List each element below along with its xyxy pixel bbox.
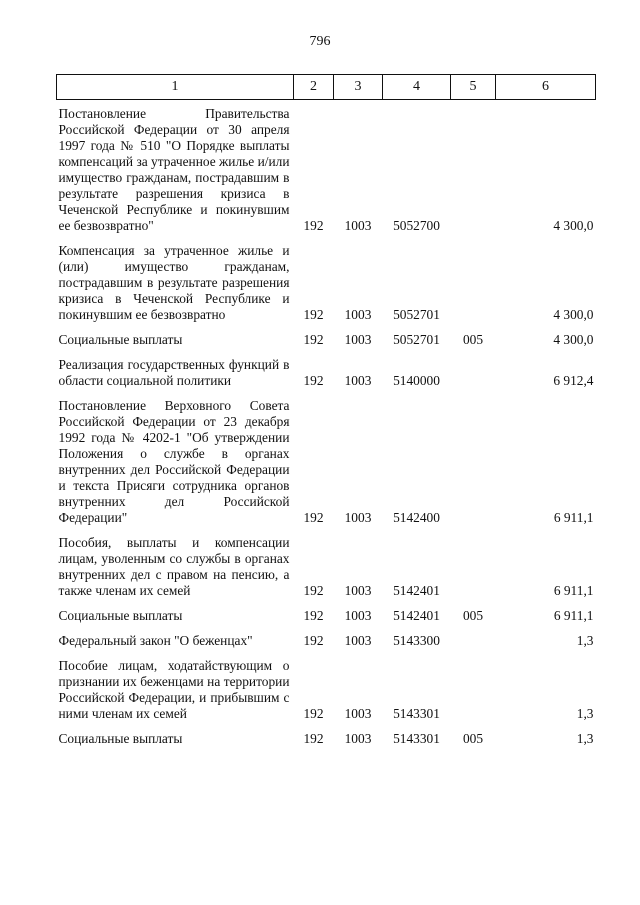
cell-col3: 1003 <box>344 608 372 623</box>
row-name: Компенсация за утраченное жилье и (или) имущество гражданам, пострадавшим в результате разрешения кризиса в Чеченской Республике и покинувшим ее безвозвратно <box>58 243 290 322</box>
table-row <box>57 389 596 526</box>
cell-col6: 6 911,1 <box>553 583 594 598</box>
cell-col5 <box>451 389 496 526</box>
cell-col2: 192 <box>303 307 324 322</box>
column-header: 6 <box>496 75 596 100</box>
row-name: Федеральный закон "О беженцах" <box>58 633 253 648</box>
table-row <box>57 323 596 348</box>
cell-col4: 5052701 <box>393 307 440 322</box>
row-name: Пособие лицам, ходатайствующим о признании их беженцами на территории Российской Федерации, и прибывшим с ними членам их семей <box>58 658 290 721</box>
table-row <box>57 526 596 599</box>
cell-col4: 5052701 <box>393 332 440 347</box>
table-row <box>57 234 596 323</box>
cell-col5 <box>451 526 496 599</box>
column-header: 2 <box>294 75 334 100</box>
cell-col4: 5052700 <box>393 218 440 233</box>
table-row <box>57 649 596 722</box>
cell-col2: 192 <box>303 332 324 347</box>
row-name: Социальные выплаты <box>58 608 183 623</box>
cell-col6: 4 300,0 <box>553 332 594 347</box>
cell-col3: 1003 <box>344 307 372 322</box>
row-name: Постановление Правительства Российской Федерации от 30 апреля 1997 года № 510 "О Порядке выплаты компенсаций за утраченное жилье и/или имущество гражданам, пострадавшим в результате разрешения кризиса в Чеченской Республике и покинувшим ее безвозвратно" <box>58 106 290 233</box>
cell-col3: 1003 <box>344 332 372 347</box>
cell-col2: 192 <box>303 633 324 648</box>
cell-col4: 5142401 <box>393 583 440 598</box>
row-name: Пособия, выплаты и компенсации лицам, уволенным со службы в органах внутренних дел с правом на пенсию, а также членам их семей <box>58 535 290 598</box>
cell-col5: 005 <box>462 332 484 347</box>
table-row <box>57 624 596 649</box>
cell-col4: 5142401 <box>393 608 440 623</box>
cell-col4: 5143301 <box>393 731 440 746</box>
cell-col5 <box>451 624 496 649</box>
cell-col5: 005 <box>462 731 484 746</box>
cell-col5 <box>451 100 496 235</box>
table-row <box>57 348 596 389</box>
table-row <box>57 599 596 624</box>
cell-col3: 1003 <box>344 633 372 648</box>
cell-col4: 5140000 <box>393 373 440 388</box>
cell-col3: 1003 <box>344 218 372 233</box>
cell-col6: 6 911,1 <box>553 510 594 525</box>
column-header: 1 <box>57 75 294 100</box>
cell-col2: 192 <box>303 583 324 598</box>
row-name: Социальные выплаты <box>58 332 183 347</box>
column-header: 5 <box>451 75 496 100</box>
table-header-row <box>57 75 596 100</box>
page-number: 796 <box>309 34 331 49</box>
cell-col2: 192 <box>303 706 324 721</box>
table-row <box>57 722 596 747</box>
cell-col5 <box>451 348 496 389</box>
cell-col5: 005 <box>462 608 484 623</box>
cell-col3: 1003 <box>344 731 372 746</box>
cell-col4: 5143300 <box>393 633 440 648</box>
cell-col6: 6 911,1 <box>553 608 594 623</box>
cell-col3: 1003 <box>344 583 372 598</box>
cell-col6: 4 300,0 <box>553 307 594 322</box>
cell-col2: 192 <box>303 608 324 623</box>
row-name: Постановление Верховного Совета Российской Федерации от 23 декабря 1992 года № 4202-1 "Об утверждении Положения о службе в органах внутренних дел Российской Федерации и текста Присяги сотрудника органов внутренних дел Российской Федерации" <box>58 398 290 525</box>
cell-col6: 1,3 <box>576 731 594 746</box>
row-name: Социальные выплаты <box>58 731 183 746</box>
cell-col2: 192 <box>303 373 324 388</box>
cell-col4: 5142400 <box>393 510 440 525</box>
cell-col6: 4 300,0 <box>553 218 594 233</box>
cell-col2: 192 <box>303 731 324 746</box>
cell-col4: 5143301 <box>393 706 440 721</box>
cell-col5 <box>451 234 496 323</box>
cell-col5 <box>451 649 496 722</box>
cell-col2: 192 <box>303 218 324 233</box>
cell-col6: 1,3 <box>576 633 594 648</box>
row-name: Реализация государственных функций в области социальной политики <box>58 357 290 388</box>
cell-col2: 192 <box>303 510 324 525</box>
cell-col3: 1003 <box>344 510 372 525</box>
column-header: 3 <box>334 75 383 100</box>
cell-col6: 1,3 <box>576 706 594 721</box>
cell-col3: 1003 <box>344 706 372 721</box>
cell-col3: 1003 <box>344 373 372 388</box>
column-header: 4 <box>383 75 451 100</box>
budget-table <box>56 74 596 747</box>
table-row <box>57 100 596 235</box>
cell-col6: 6 912,4 <box>553 373 594 388</box>
